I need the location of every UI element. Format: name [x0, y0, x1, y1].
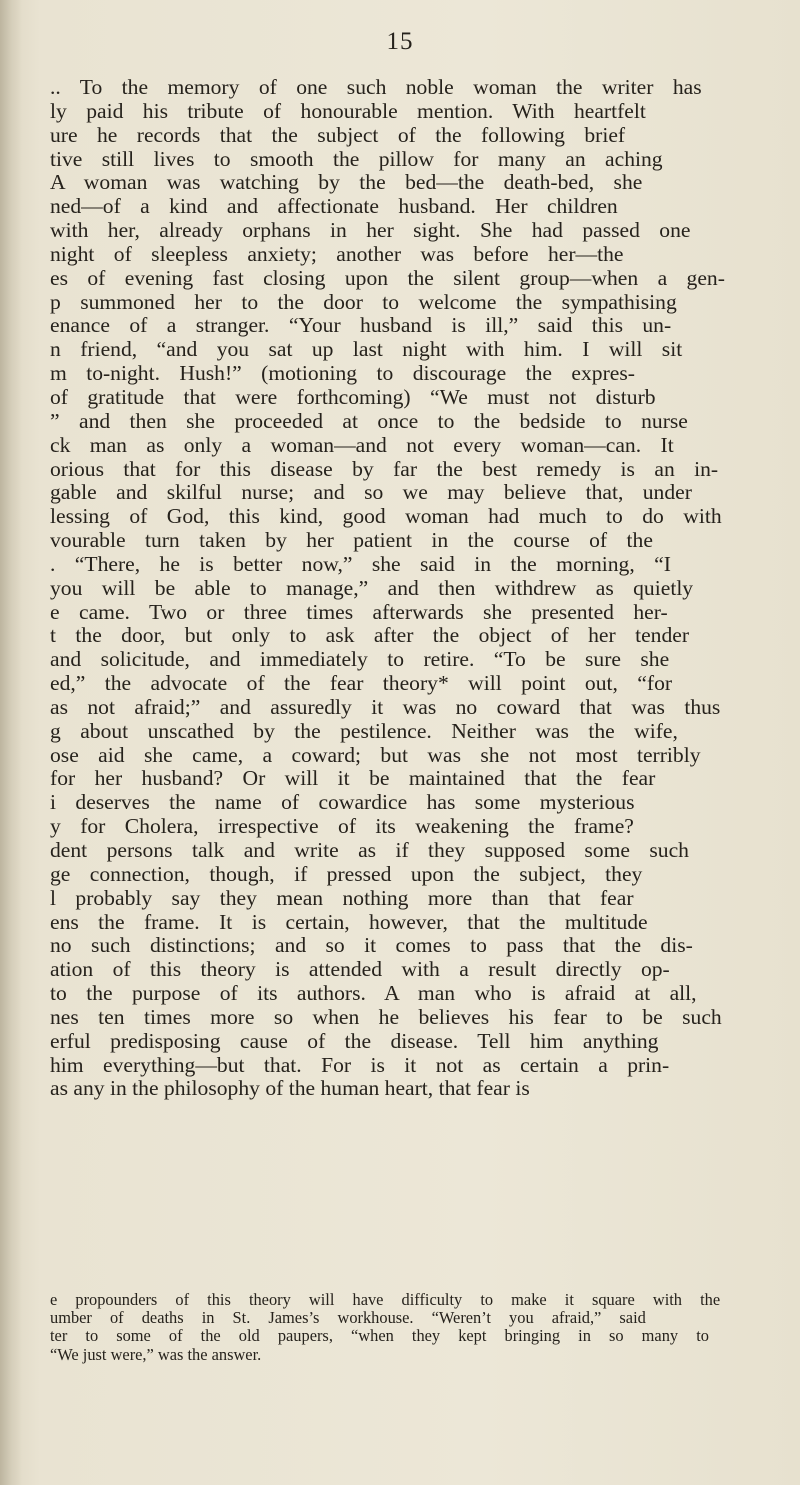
text-line: ly paid his tribute of honourable mention. With heartfelt	[50, 99, 646, 123]
text-line: as not afraid;” and assuredly it was no coward that was thus	[50, 695, 721, 719]
text-line: e came. Two or three times afterwards she presented her-	[50, 600, 668, 624]
text-line: es of evening fast closing upon the silent group—when a gen-	[50, 266, 725, 290]
text-line: to the purpose of its authors. A man who is afraid at all,	[50, 982, 697, 1006]
text-line: night of sleepless anxiety; another was before her—the	[50, 242, 624, 266]
footnote-line: ter to some of the old paupers, “when they kept bringing in so many to	[50, 1327, 709, 1346]
text-line: t the door, but only to ask after the object of her tender	[50, 624, 690, 648]
text-line: p summoned her to the door to welcome the sympathising	[50, 290, 677, 314]
text-line: ure he records that the subject of the following brief	[50, 123, 626, 147]
text-line: l probably say they mean nothing more than that fear	[50, 886, 634, 910]
text-line: ose aid she came, a coward; but was she not most terribly	[50, 743, 701, 767]
text-line: n friend, “and you sat up last night with him. I will sit	[50, 338, 683, 362]
text-line: A woman was watching by the bed—the death-bed, she	[50, 171, 643, 195]
footnote-line: “We just were,” was the answer.	[50, 1345, 262, 1364]
text-line: .. To the memory of one such noble woman the writer has	[50, 76, 702, 99]
text-line: you will be able to manage,” and then withdrew as quietly	[50, 576, 694, 600]
main-text-block	[50, 76, 772, 1101]
text-line: enance of a stranger. “Your husband is ill,” said this un-	[50, 314, 672, 338]
text-line: ge connection, though, if pressed upon the subject, they	[50, 862, 643, 886]
binding-gutter-shadow	[0, 0, 22, 1485]
footnote-line: e propounders of this theory will have difficulty to make it square with the	[50, 1291, 721, 1309]
text-line: ” and then she proceeded at once to the bedside to nurse	[50, 409, 688, 433]
text-line: vourable turn taken by her patient in the course of the	[50, 529, 653, 553]
text-line: orious that for this disease by far the best remedy is an in-	[50, 457, 719, 481]
text-line: ck man as only a woman—and not every woman—can. It	[50, 433, 674, 457]
text-line: and solicitude, and immediately to retire. “To be sure she	[50, 648, 670, 672]
text-line: . “There, he is better now,” she said in the morning, “I	[50, 552, 671, 576]
text-line: for her husband? Or will it be maintained that the fear	[50, 767, 656, 791]
text-line: y for Cholera, irrespective of its weakening the frame?	[50, 815, 634, 839]
text-line: with her, already orphans in her sight. She had passed one	[50, 219, 691, 243]
text-line: ation of this theory is attended with a result directly op-	[50, 958, 670, 982]
text-line: as any in the philosophy of the human heart, that fear is	[50, 1077, 530, 1101]
text-line: erful predisposing cause of the disease. Tell him anything	[50, 1029, 659, 1053]
text-line: lessing of God, this kind, good woman had much to do with	[50, 505, 722, 529]
text-line: m to-night. Hush!” (motioning to discourage the expres-	[50, 362, 635, 386]
text-line: tive still lives to smooth the pillow for many an aching	[50, 147, 663, 171]
text-line: gable and skilful nurse; and so we may believe that, under	[50, 481, 692, 505]
text-line: nes ten times more so when he believes his fear to be such	[50, 1005, 722, 1029]
page-number: 15	[386, 28, 414, 55]
footnote-block	[50, 1291, 772, 1364]
text-line: ens the frame. It is certain, however, that the multitude	[50, 910, 648, 934]
text-line: of gratitude that were forthcoming) “We must not disturb	[50, 385, 656, 409]
text-line: g about unscathed by the pestilence. Neither was the wife,	[50, 719, 678, 743]
text-line: no such distinctions; and so it comes to pass that the dis-	[50, 934, 693, 958]
text-line: ed,” the advocate of the fear theory* will point out, “for	[50, 672, 673, 696]
text-line: i deserves the name of cowardice has some mysterious	[50, 791, 635, 815]
text-line: dent persons talk and write as if they supposed some such	[50, 839, 689, 862]
text-line: him everything—but that. For is it not as certain a prin-	[50, 1053, 670, 1077]
footnote-line: umber of deaths in St. James’s workhouse. “Weren’t you afraid,” said	[50, 1309, 646, 1328]
text-line: ned—of a kind and affectionate husband. Her children	[50, 195, 618, 219]
